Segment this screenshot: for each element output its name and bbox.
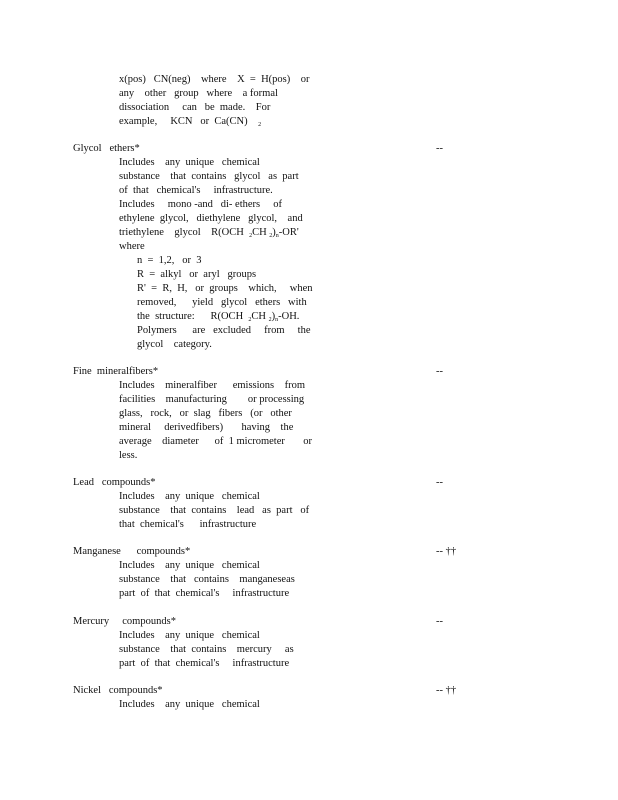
entry-line: of that chemical's infrastructure. [119,185,273,196]
entry-subline: removed, yield glycol ethers with [137,297,307,308]
entry-line: mineral derivedfibers) having the [119,422,294,433]
entry-mark: -- [436,616,443,627]
intro-text: example, KCN or Ca(CN) [119,116,248,127]
entry-line: Includes any unique chemical [119,630,260,641]
entry-term: Fine mineralfibers* [73,366,159,377]
entry-subline: R' = R, H, or groups which, when [137,283,313,294]
entry-subline: R = alkyl or aryl groups [137,269,257,280]
entry-line: Includes mineralfiber emissions from [119,380,306,391]
entry-term: Glycol ethers* [73,143,140,154]
entry-term: Mercury compounds* [73,616,176,627]
entry-line: facilities manufacturing or processing [119,394,305,405]
intro-line: x(pos) CN(neg) where X = H(pos) or [119,74,310,85]
entry-line: ethylene glycol, diethylene glycol, and [119,213,303,224]
entry-line: where [119,241,145,252]
entry-subline: Polymers are excluded from the [137,325,311,336]
entry-subline: glycol category. [137,339,212,350]
intro-line: dissociation can be made. For [119,102,271,113]
entry-line: part of that chemical's infrastructure [119,588,290,599]
entry-line: less. [119,450,138,461]
entry-mark: -- [436,366,443,377]
entry-mark: -- [436,477,443,488]
entry-line: average diameter of 1 micrometer or [119,436,313,447]
formula-line: triethylene glycol R(OCH $_2$CH $_2)_n-OR'$ [119,227,299,239]
entry-term: Lead compounds* [73,477,156,488]
entry-line: substance that contains mercury as [119,644,294,655]
entry-term: Manganese compounds* [73,546,191,557]
intro-line [119,116,261,131]
entry-term: Nickel compounds* [73,685,163,696]
subscript: 2 [258,122,262,128]
entry-line: that chemical's infrastructure [119,519,257,530]
entry-line: part of that chemical's infrastructure [119,658,290,669]
entry-line: substance that contains manganeseas [119,574,295,585]
entry-line: glass, rock, or slag fibers (or other [119,408,292,419]
entry-subline: n = 1,2, or 3 [137,255,202,266]
entry-mark: -- †† [436,546,457,557]
entry-line: substance that contains glycol as part [119,171,299,182]
entry-line: substance that contains lead as part of [119,505,310,516]
entry-line: Includes any unique chemical [119,491,260,502]
structure-line: the structure: R(OCH $_2$CH $_2)_n-OH$. [137,311,300,323]
intro-line: any other group where a formal [119,88,278,99]
entry-line: Includes any unique chemical [119,560,260,571]
entry-line: Includes any unique chemical [119,699,260,710]
entry-mark: -- †† [436,685,457,696]
entry-line: Includes mono -and di- ethers of [119,199,283,210]
entry-mark: -- [436,143,443,154]
entry-line: Includes any unique chemical [119,157,260,168]
